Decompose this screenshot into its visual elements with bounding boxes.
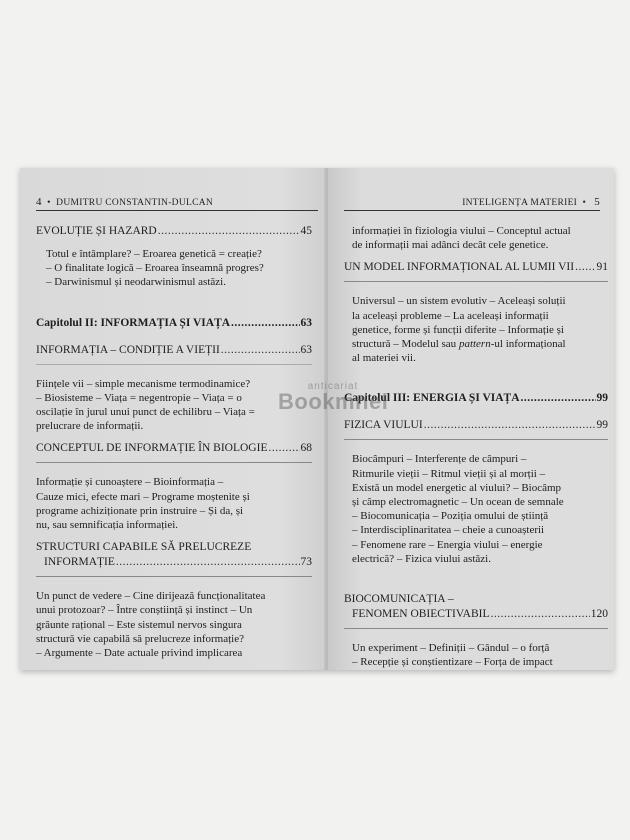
header-rule xyxy=(36,210,318,211)
toc-description: Biocâmpuri – Interferențe de câmpuri – Ritmurile vieții – Ritmul vieții și al morții – Există un model energetic al viului? – Biocâmp și câmp electromagnetic – Un ocean de semnale – Biocomunicația – Poziția omului de știință – Interdisciplinaritatea – cheie a cunoașterii – Fenomene rare – Energia viului – energie electrică? – Fizica viului astăzi. xyxy=(352,453,564,565)
watermark-logo: anticariat Bookmnel xyxy=(278,381,389,414)
page-number: 5 xyxy=(594,196,600,208)
right-page-header xyxy=(342,196,600,208)
header-bullet: • xyxy=(47,198,51,208)
chapter-heading: Capitolul II: INFORMAȚIA ȘI VIAȚA ..... 63 xyxy=(36,316,312,331)
toc-left xyxy=(36,224,312,660)
toc-description: Universul – un sistem evolutiv – Aceleași soluții la aceleași probleme – La aceleași informații genetice, forme și funcții diferite – Informație și structură – Modelul sau pattern-ul informațional al materiei vii. xyxy=(352,295,566,365)
toc-description: Un punct de vedere – Cine dirijează funcționalitatea unui protozoar? – Între conștiință și instinct – Un grăunte rațional – Este sistemul nervos singura structură vie capabilă să prelucreze informație? – Argumente – Date actuale privind implicarea xyxy=(36,590,266,660)
header-rule xyxy=(344,210,600,211)
toc-description: Totul e întâmplare? – Eroarea genetică = creație? – O finalitate logică – Eroarea înseamnă progres? – Darwinismul și neodarwinismul astăzi. xyxy=(46,248,264,289)
toc-description: Ființele vii – simple mecanisme termodinamice? – Biosisteme – Viața = negentropie – Viața = o oscilație în jurul unui punct de echilibru – Viața = prelucrare de informații. xyxy=(36,377,255,433)
toc-description: Un experiment – Definiții – Gândul – o forță – Recepție și conștientizare – Forța de impact xyxy=(352,642,553,669)
book-spread xyxy=(20,168,614,670)
toc-entry: STRUCTURI CAPABILE SĂ PRELUCREZE INFORMAȚIE ..... 73 xyxy=(36,540,312,570)
toc-entry: UN MODEL INFORMAȚIONAL AL LUMII VII ..... 91 xyxy=(344,260,608,275)
toc-right xyxy=(344,224,608,669)
toc-entry: BIOCOMUNICAȚIA – FENOMEN OBIECTIVABIL ..... 120 xyxy=(344,592,608,622)
header-bullet: • xyxy=(582,198,587,208)
toc-entry: FIZICA VIULUI ..... 99 xyxy=(344,418,608,433)
toc-description: Informație și cunoaștere – Bioinformația – Cauze mici, efecte mari – Programe moștenite și programe achiziționate prin instruire – Și da, și nu, sau semnificația informației. xyxy=(36,476,250,532)
toc-entry: EVOLUȚIE ȘI HAZARD ..... 45 xyxy=(36,224,312,239)
toc-entry: CONCEPTUL DE INFORMAȚIE ÎN BIOLOGIE ..... 68 xyxy=(36,441,312,456)
toc-continuation: informației în fiziologia viului – Conceptul actual de informații mai adânci decât cele genetice. xyxy=(352,225,571,252)
left-page-header xyxy=(36,196,314,208)
left-page xyxy=(20,168,326,670)
chapter-heading: Capitolul III: ENERGIA ȘI VIAȚA ..... 99 xyxy=(344,391,608,406)
header-author: DUMITRU CONSTANTIN-DULCAN xyxy=(56,198,214,208)
page-number: 4 xyxy=(36,196,42,208)
header-title: INTELIGENȚA MATERIEI xyxy=(462,198,578,208)
right-page xyxy=(328,168,614,670)
toc-entry: INFORMAȚIA – CONDIȚIE A VIEȚII ..... 63 xyxy=(36,343,312,358)
